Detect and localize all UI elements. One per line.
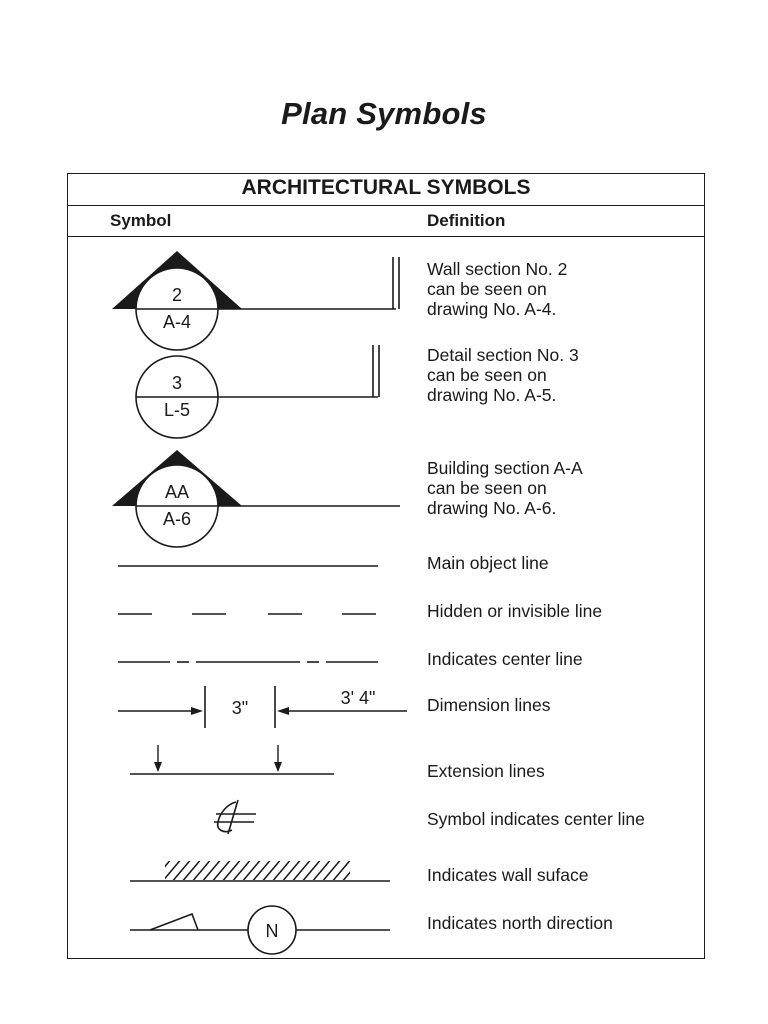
symbol-column-header: Symbol [110,211,172,230]
north-label: N [265,921,279,941]
definition-line: Building section A-A [427,458,583,478]
definition-line: can be seen on [427,478,547,498]
center-line-symbol-icon [214,800,256,834]
definition-main-object-line: Main object line [427,553,549,573]
page-title: Plan Symbols [281,96,487,131]
wall-surface-sample [130,861,390,881]
arrowhead [191,707,203,715]
sheet-number: A-6 [162,509,192,529]
definition-line: can be seen on [427,279,547,299]
dimension-value-large: 3' 4" [340,688,376,708]
definition-wall-surface: Indicates wall suface [427,865,589,885]
definition-center-line-symbol: Symbol indicates center line [427,809,645,829]
extension-lines-sample [130,745,334,774]
wall-section-symbol [112,251,399,350]
arrowhead [274,762,282,772]
north-arrow-icon [150,914,198,930]
definition-line: Detail section No. 3 [427,345,579,365]
definition-dimension-lines: Dimension lines [427,695,551,715]
sheet-number: A-4 [162,312,192,332]
definition-column-header: Definition [427,211,506,230]
detail-section-symbol [136,345,379,438]
arrowhead [154,762,162,772]
definition-line: drawing No. A-4. [427,299,557,319]
section-number: 2 [171,285,183,305]
definition-hidden-line: Hidden or invisible line [427,601,603,621]
building-section-symbol [112,450,400,547]
table-title: ARCHITECTURAL SYMBOLS [241,176,531,199]
definition-line: Wall section No. 2 [427,259,568,279]
sheet-number: L-5 [163,400,191,420]
section-number: AA [164,482,190,502]
dimension-value-small: 3" [231,698,249,718]
definition-line: drawing No. A-5. [427,385,557,405]
section-number: 3 [171,373,183,393]
north-direction-symbol [130,906,390,954]
definition-line: drawing No. A-6. [427,498,557,518]
definition-center-line: Indicates center line [427,649,583,669]
dimension-lines-sample [118,686,407,728]
definition-north-direction: Indicates north direction [427,913,613,933]
definition-line: can be seen on [427,365,547,385]
definition-extension-lines: Extension lines [427,761,545,781]
